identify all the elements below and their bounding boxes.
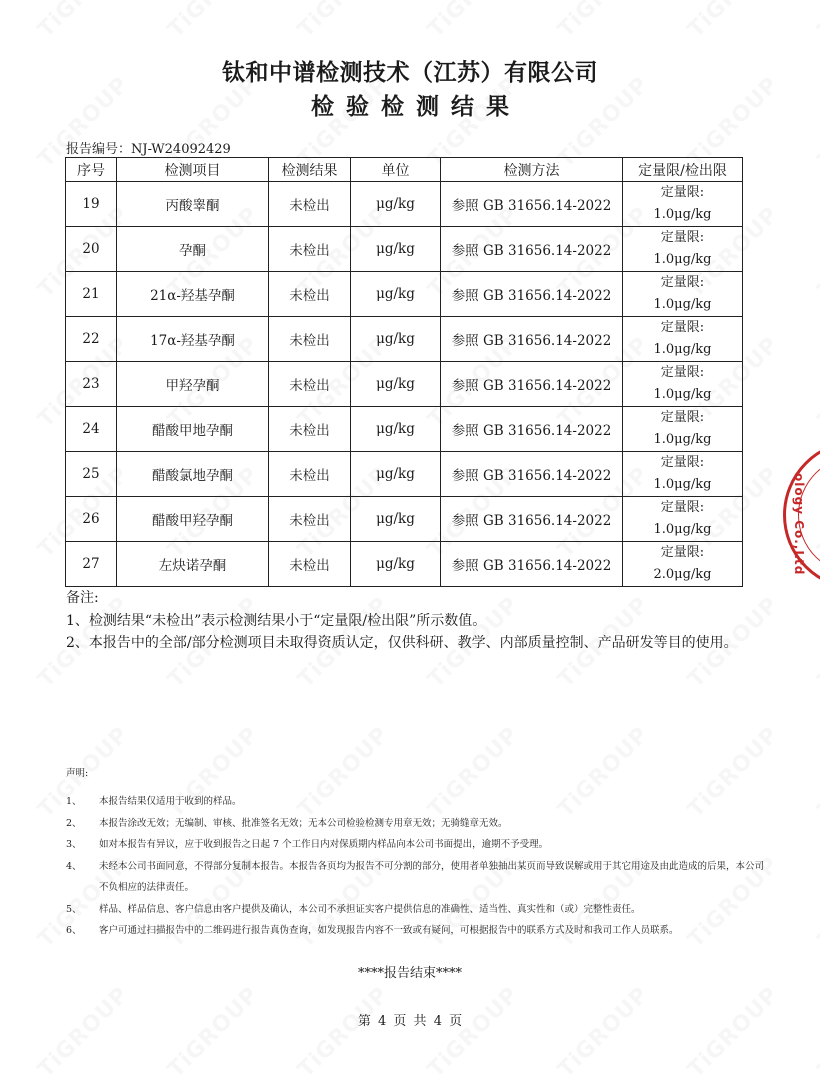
- cell-unit: μg/kg: [351, 362, 441, 407]
- watermark-text: [163, 0, 264, 43]
- watermark-text: [683, 0, 784, 43]
- table-row: [66, 362, 743, 407]
- watermark-text: [553, 0, 654, 43]
- declaration-item-text: 样品、样品信息、客户信息由客户提供及确认，本公司不承担证实客户提供信息的准确性、适当性、真实性和（或）完整性责任。: [99, 903, 641, 915]
- watermark-text: [813, 592, 820, 693]
- limit-value: 2.0μg/kg: [653, 567, 712, 582]
- declaration-item-number: 2、: [66, 817, 82, 829]
- limit-value: 1.0μg/kg: [653, 387, 712, 402]
- declaration-item-number: 6、: [66, 925, 82, 936]
- watermark-text: [813, 0, 820, 43]
- cell-unit: μg/kg: [351, 407, 441, 452]
- declaration-title: 声明:: [66, 768, 89, 779]
- seal-text: ology Co.,Ltd: [792, 473, 806, 576]
- cell-limit: [623, 272, 743, 317]
- table-row: [66, 542, 743, 587]
- limit-value: 1.0μg/kg: [653, 432, 712, 447]
- header-unit: 单位: [351, 158, 441, 182]
- declaration-item-number: 1、: [66, 796, 82, 807]
- table-row: [66, 272, 743, 317]
- limit-value: 1.0μg/kg: [653, 207, 712, 222]
- page-number: 第 4 页 共 4 页: [357, 1014, 463, 1029]
- declaration-item: [66, 856, 766, 899]
- limit-value: 1.0μg/kg: [653, 477, 712, 492]
- watermark-text: [33, 982, 134, 1083]
- cell-limit: [623, 227, 743, 272]
- report-end-mark: ****报告结束****: [357, 966, 462, 981]
- cell-result: 未检出: [269, 542, 351, 587]
- remark-item: 2、本报告中的全部/部分检测项目未取得资质认定，仅供科研、教学、内部质量控制、产品研发等目的使用。: [66, 635, 738, 651]
- cell-item: 醋酸甲地孕酮: [117, 407, 269, 452]
- limit-value: 1.0μg/kg: [653, 342, 712, 357]
- cell-result: 未检出: [269, 407, 351, 452]
- declaration-item-text: 本报告结果仅适用于收到的样品。: [99, 796, 242, 807]
- cell-result: 未检出: [269, 452, 351, 497]
- limit-label: 定量限:: [660, 185, 705, 200]
- cell-result: 未检出: [269, 272, 351, 317]
- cell-item: 丙酸睾酮: [117, 182, 269, 227]
- header-limit: 定量限/检出限: [623, 158, 743, 182]
- cell-method: 参照 GB 31656.14-2022: [441, 182, 623, 227]
- table-row: [66, 227, 743, 272]
- cell-result: 未检出: [269, 227, 351, 272]
- cell-method: 参照 GB 31656.14-2022: [441, 542, 623, 587]
- cell-method: 参照 GB 31656.14-2022: [441, 317, 623, 362]
- declaration-item: [66, 920, 766, 942]
- cell-limit: [623, 542, 743, 587]
- declaration-item: [66, 791, 766, 813]
- cell-item: 甲羟孕酮: [117, 362, 269, 407]
- limit-label: 定量限:: [660, 275, 705, 290]
- limit-label: 定量限:: [660, 500, 705, 515]
- table-header-row: [66, 158, 743, 182]
- declaration-section: [66, 765, 766, 942]
- cell-method: 参照 GB 31656.14-2022: [441, 407, 623, 452]
- cell-no: 20: [66, 227, 117, 272]
- cell-result: 未检出: [269, 182, 351, 227]
- report-number-label: 报告编号：: [66, 142, 132, 157]
- results-table: [65, 157, 743, 587]
- cell-no: 21: [66, 272, 117, 317]
- cell-result: 未检出: [269, 497, 351, 542]
- cell-method: 参照 GB 31656.14-2022: [441, 227, 623, 272]
- header-item: 检测项目: [117, 158, 269, 182]
- declaration-item-text: 本报告涂改无效；无编制、审核、批准签名无效；无本公司检验检测专用章无效；无骑缝章无效。: [99, 817, 508, 829]
- table-row: [66, 182, 743, 227]
- cell-item: 孕酮: [117, 227, 269, 272]
- table-row: [66, 317, 743, 362]
- watermark-text: [813, 202, 820, 303]
- official-seal-stamp: [783, 440, 820, 590]
- watermark-text: [553, 982, 654, 1083]
- cell-item: 醋酸氯地孕酮: [117, 452, 269, 497]
- cell-result: 未检出: [269, 317, 351, 362]
- cell-limit: [623, 407, 743, 452]
- report-number-value: NJ-W24092429: [131, 142, 231, 157]
- watermark-text: [423, 982, 524, 1083]
- limit-label: 定量限:: [660, 230, 705, 245]
- limit-value: 1.0μg/kg: [653, 522, 712, 537]
- limit-label: 定量限:: [660, 320, 705, 335]
- table-row: [66, 497, 743, 542]
- cell-unit: μg/kg: [351, 182, 441, 227]
- watermark-text: [293, 982, 394, 1083]
- watermark-text: [423, 0, 524, 43]
- cell-unit: μg/kg: [351, 317, 441, 362]
- cell-no: 19: [66, 182, 117, 227]
- cell-limit: [623, 317, 743, 362]
- cell-limit: [623, 452, 743, 497]
- watermark-text: [163, 982, 264, 1083]
- header-method: 检测方法: [441, 158, 623, 182]
- cell-unit: μg/kg: [351, 272, 441, 317]
- watermark-text: [683, 982, 784, 1083]
- cell-result: 未检出: [269, 362, 351, 407]
- cell-unit: μg/kg: [351, 452, 441, 497]
- header-result: 检测结果: [269, 158, 351, 182]
- report-title: 检验检测结果: [311, 94, 521, 120]
- watermark-text: [293, 0, 394, 43]
- cell-method: 参照 GB 31656.14-2022: [441, 272, 623, 317]
- cell-item: 17α-羟基孕酮: [117, 317, 269, 362]
- declaration-item: [66, 899, 766, 921]
- declaration-item-number: 4、: [66, 860, 82, 872]
- company-title: 钛和中谱检测技术（江苏）有限公司: [222, 60, 598, 86]
- cell-method: 参照 GB 31656.14-2022: [441, 452, 623, 497]
- limit-label: 定量限:: [660, 365, 705, 380]
- cell-no: 27: [66, 542, 117, 587]
- remarks-section: [66, 587, 756, 655]
- limit-label: 定量限:: [660, 410, 705, 425]
- declaration-item: [66, 813, 766, 835]
- cell-item: 21α-羟基孕酮: [117, 272, 269, 317]
- watermark-text: [33, 0, 134, 43]
- cell-unit: μg/kg: [351, 542, 441, 587]
- limit-label: 定量限:: [660, 455, 705, 470]
- cell-method: 参照 GB 31656.14-2022: [441, 362, 623, 407]
- table-row: [66, 452, 743, 497]
- cell-no: 22: [66, 317, 117, 362]
- declaration-item-text: 如对本报告有异议，应于收到报告之日起 7 个工作日内对保质期内样品向本公司书面提出，逾期不予受理。: [99, 839, 549, 850]
- limit-value: 1.0μg/kg: [653, 297, 712, 312]
- limit-label: 定量限:: [660, 545, 705, 560]
- cell-unit: μg/kg: [351, 227, 441, 272]
- remarks-title: 备注:: [66, 590, 99, 606]
- cell-limit: [623, 182, 743, 227]
- cell-limit: [623, 497, 743, 542]
- declaration-item-text: 客户可通过扫描报告中的二维码进行报告真伪查询，如发现报告内容不一致或有疑问，可根据报告中的联系方式及时和我司工作人员联系。: [99, 925, 679, 936]
- declaration-item-number: 3、: [66, 839, 82, 850]
- cell-item: 醋酸甲羟孕酮: [117, 497, 269, 542]
- cell-item: 左炔诺孕酮: [117, 542, 269, 587]
- watermark-text: [813, 722, 820, 823]
- cell-no: 26: [66, 497, 117, 542]
- cell-no: 25: [66, 452, 117, 497]
- cell-limit: [623, 362, 743, 407]
- watermark-text: [813, 332, 820, 433]
- limit-value: 1.0μg/kg: [653, 252, 712, 267]
- table-row: [66, 407, 743, 452]
- watermark-text: [813, 852, 820, 953]
- watermark-text: [813, 982, 820, 1083]
- cell-method: 参照 GB 31656.14-2022: [441, 497, 623, 542]
- cell-no: 24: [66, 407, 117, 452]
- cell-unit: μg/kg: [351, 497, 441, 542]
- declaration-item: [66, 834, 766, 856]
- header-no: 序号: [66, 158, 117, 182]
- cell-no: 23: [66, 362, 117, 407]
- report-number: [66, 138, 231, 157]
- declaration-item-number: 5、: [66, 903, 82, 915]
- declaration-item-text: 未经本公司书面同意，不得部分复制本报告。本报告各页均为报告不可分割的部分，使用者单独抽出某页而导致误解或用于其它用途及由此造成的后果，本公司不负相应的法律责任。: [99, 860, 765, 893]
- remark-item: 1、检测结果“未检出”表示检测结果小于“定量限/检出限”所示数值。: [66, 612, 487, 629]
